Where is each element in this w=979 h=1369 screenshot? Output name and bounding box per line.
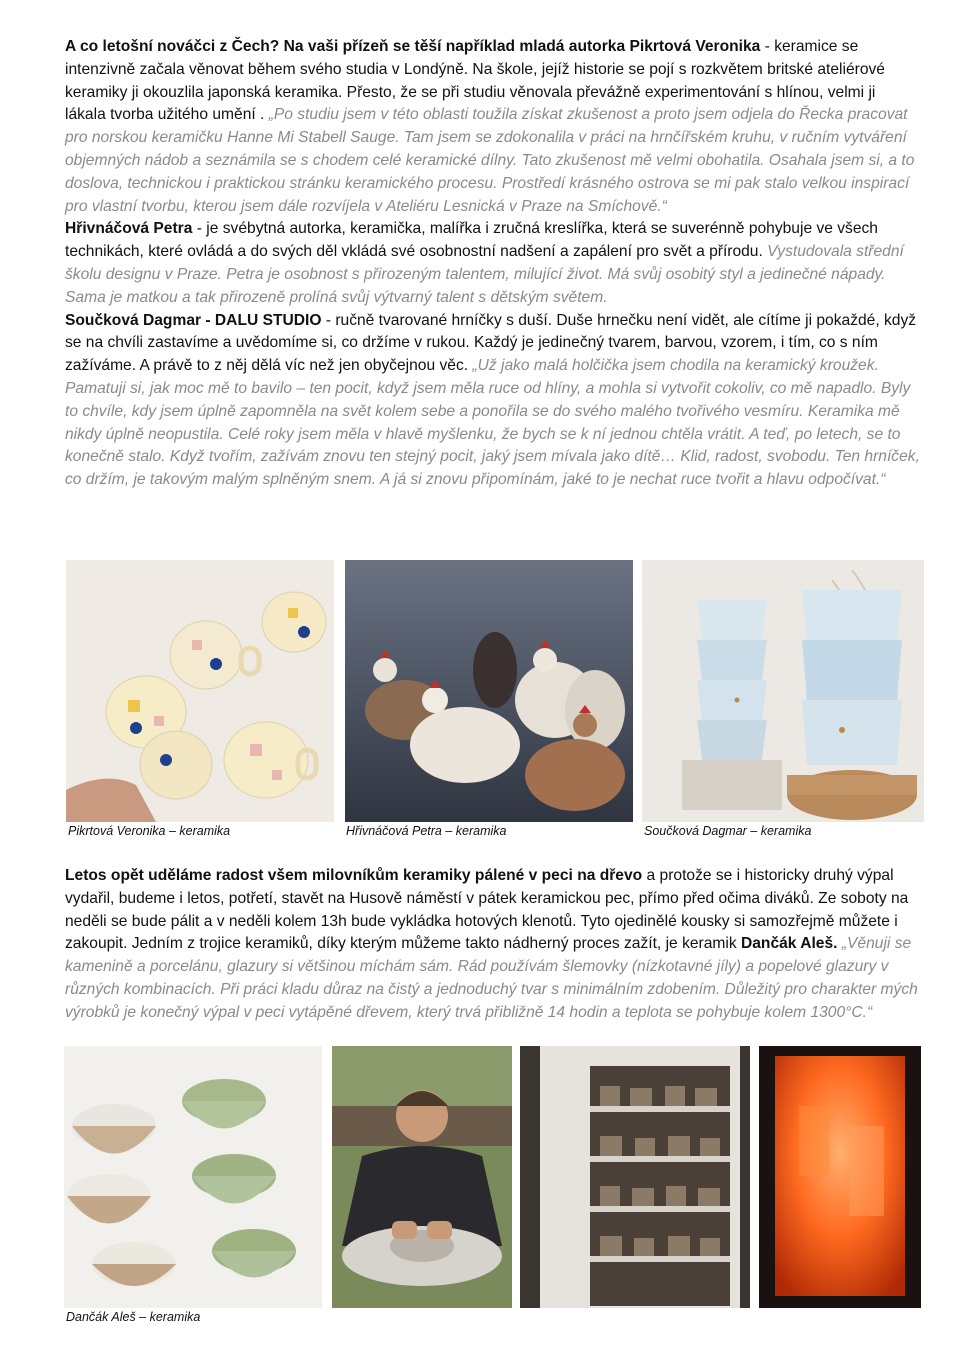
dagmar-name: Součková Dagmar - DALU STUDIO xyxy=(65,311,322,329)
petra-name: Hřivnáčová Petra xyxy=(65,220,193,238)
photo-veronika-mugs xyxy=(66,560,334,822)
photo-kiln-shelves xyxy=(520,1046,750,1308)
veronika-quote: „Po studiu jsem v této oblasti toužila získat zkušenost a proto jsem odjela do Řecka pracovat pro norskou keramičku Hanne Mi Stabell Sauge. Tam jsem se zdokonalila v práci na hrnčířském kruhu, v ručním vytváření objemných nádob a seznámila se s chodem celé keramické dílny. Tato zkušenost mě velmi obohatila. Osahala jsem si, a to doslova, technickou i praktickou stránku keramického procesu. Prostředí krásného ostrova se mi pak stalo velkou inspirací pro vlastní tvorbu, kterou jsem dále rozvíjela v Ateliéru Lesnická v Praze na Smíchově.“ xyxy=(65,106,915,215)
woodfire-text: a protože se i historicky druhý výpal vydařil, budeme i letos, potřetí, stavět na Husově náměstí v pátek keramickou pec, přímo před očima diváků. Ze soboty na neděli se bude pálit a v neděli kolem 13h bude vykládka hotových klenotů. Tyto ojedinělé kousky si samozřejmě můžete i zakoupit. Jedním z trojice keramiků, díky kterým můžeme takto nádherný proces zažít, je keramik xyxy=(65,867,909,953)
photo-kiln-fire xyxy=(759,1046,921,1308)
woodfire-intro: Letos opět uděláme radost všem milovníkům keramiky pálené v peci na dřevo xyxy=(65,867,643,884)
petra-quote: Vystudovala střední školu designu v Praze. Petra je osobnost s přirozeným talentem, milující život. Má svůj osobitý styl a jedinečné nápady. Sama je matkou a tak přirozeně prolíná svůj výtvarný talent s dětským světem. xyxy=(65,243,904,306)
caption-ales: Dančák Aleš – keramika xyxy=(66,1310,201,1324)
caption-petra: Hřivnáčová Petra – keramika xyxy=(346,824,507,838)
photo-dagmar-cups xyxy=(642,560,924,822)
caption-dagmar: Součková Dagmar – keramika xyxy=(644,824,812,838)
article-section-2 xyxy=(65,865,920,1025)
dagmar-quote: „Už jako malá holčička jsem chodila na keramický kroužek. Pamatuji si, jak moc mě to bavilo – ten pocit, když jsem měla ruce od hlíny, a mohla si vytvořit cokoliv, co mě napadlo. Byly to chvíle, kdy jsem úplně zapomněla na svět kolem sebe a ponořila se do svého malého tvořivého vesmíru. Keramika mě nikdy úplně neopustila. Celé roky jsem měla v hlavě myšlenku, že bych se k ní jednou chtěla vrátit. A teď, po letech, se to konečně stalo. Když tvořím, zažívám znovu ten stejný pocit, jaký jsem mívala jako dítě… Klid, radost, svobodu. Ten hrníček, co držím, je takovým malým splněným snem. A já si znovu připomínám, jaké to je nechat ruce tvořit a hlavu odpočívat.“ xyxy=(65,357,920,489)
article-section-1 xyxy=(65,36,920,492)
ales-quote: „Věnuji se kamenině a porcelánu, glazury si většinou míchám sám. Rád používám šlemovky (nízkotavné jíly) a popelové glazury v různých kombinacích. Při práci kladu důraz na čistý a jednoduchý tvar s minimálním zdobením. Důležitý pro charakter mých výrobků je konečný výpal v peci vytápěné dřevem, který trvá přibližně 14 hodin a teplota se pohybuje kolem 1300°C.“ xyxy=(65,935,918,1021)
petra-text: - je svébytná autorka, keramička, malířka i zručná kreslířka, která se suverénně pohybuje ve všech technikách, které ovládá a do svých děl vkládá své osobnostní nadšení a zapálení pro svět a přírodu. xyxy=(65,220,878,261)
photo-ales-potter xyxy=(332,1046,512,1308)
photo-petra-hens xyxy=(345,560,633,822)
veronika-text: - keramice se intenzivně začala věnovat během svého studia v Londýně. Na škole, jejíž historie se pojí s rozkvětem britské ateliérové keramiky ji okouzlila japonská keramika. Přesto, že se při studiu věnovala převážně experimentování s hlínou, velmi ji lákala tvorba užitého umění . xyxy=(65,38,885,124)
caption-veronika: Pikrtová Veronika – keramika xyxy=(68,824,231,838)
veronika-intro: A co letošní nováčci z Čech? Na vaši přízeň se těší například mladá autorka Pikrtová Veronika xyxy=(65,38,761,55)
dagmar-text: - ručně tvarované hrníčky s duší. Duše hrnečku není vidět, ale cítíme ji pokaždé, když se na chvíli zastavíme a uvědomíme si, co držíme v rukou. Každý je jedinečný tvarem, barvou, vzorem, i tím, co s ním zažíváme. A právě to z něj dělá víc než jen obyčejnou věc. xyxy=(65,311,917,375)
photo-ales-bowls xyxy=(64,1046,322,1308)
ales-name: Dančák Aleš. xyxy=(740,935,838,953)
